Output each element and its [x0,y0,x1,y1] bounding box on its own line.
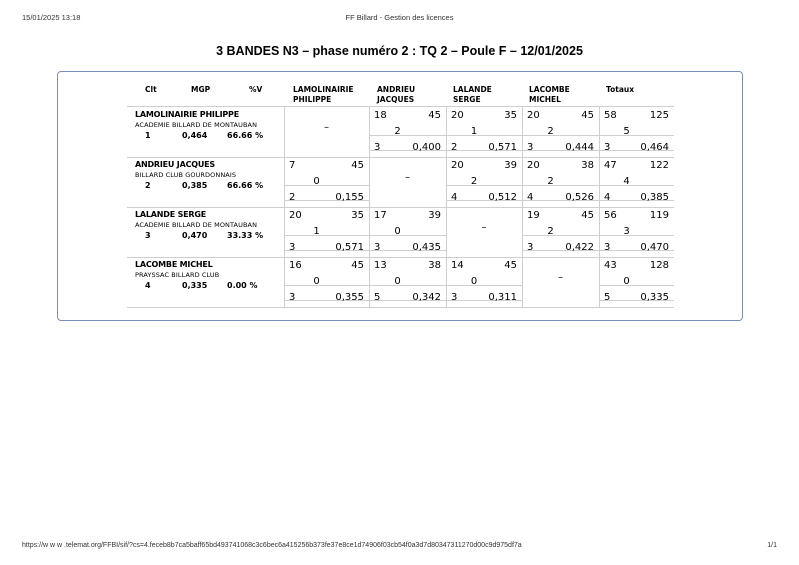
match-distance: 35 [504,110,517,121]
match-average: 0,422 [565,242,594,253]
match-points: 20 [527,110,540,121]
total-points: 47 [604,160,617,171]
player-win-pct: 66.66 % [227,131,264,140]
match-innings: 3 [451,292,458,303]
column-header-opponent-2 [377,85,415,105]
header-divider [127,106,674,107]
match-distance: 45 [351,260,364,271]
match-distance: 39 [504,160,517,171]
match-points: 20 [451,110,464,121]
match-score: 0 [313,276,320,287]
match-average: 0,342 [412,292,441,303]
self-match-dash: – [558,272,563,283]
match-score: 0 [470,276,478,287]
total-distance: 122 [649,160,669,171]
player-mgp: 0,385 [182,181,208,190]
match-score: 2 [547,226,554,237]
match-score: 2 [394,126,401,137]
self-match-dash: – [481,222,487,233]
match-average: 0,444 [565,142,594,153]
match-points: 7 [289,160,296,171]
match-score: 2 [470,176,478,187]
total-average: 0,385 [640,192,669,203]
match-distance: 38 [581,160,594,171]
match-points: 17 [374,210,387,221]
player-name: LAMOLINAIRIE PHILIPPE [135,110,239,119]
player-mgp: 0,335 [182,281,208,290]
match-innings: 3 [374,242,381,253]
player-mgp: 0,470 [182,231,208,240]
total-points: 58 [604,110,617,121]
match-score: 2 [547,176,554,187]
match-points: 19 [527,210,540,221]
row-divider [127,257,674,258]
opponent-3-line1: LALANDE [453,85,492,94]
opponent-4-line2: MICHEL [529,95,561,104]
total-points: 43 [604,260,617,271]
match-average: 0,435 [412,242,441,253]
match-innings: 3 [374,142,381,153]
player-club: ACADEMIE BILLARD DE MONTAUBAN [135,121,258,129]
match-innings: 3 [527,142,534,153]
print-site-title: FF Billard - Gestion des licences [345,13,454,22]
match-points: 18 [374,110,387,121]
match-score: 2 [547,126,554,137]
match-score: 0 [313,176,320,187]
opponent-2-line2: JACQUES [377,95,415,104]
player-win-pct: 0.00 % [227,281,258,290]
total-score: 3 [623,226,630,237]
match-innings: 5 [374,292,381,303]
self-match-dash: – [405,172,410,183]
player-name: LACOMBE MICHEL [135,260,213,269]
match-distance: 45 [581,210,594,221]
total-innings: 3 [604,242,611,253]
player-club: ACADEMIE BILLARD DE MONTAUBAN [135,221,258,229]
column-header-opponent-4 [529,85,570,105]
total-distance: 128 [649,260,669,271]
match-score: 0 [394,276,401,287]
total-innings: 3 [604,142,611,153]
total-score: 4 [623,176,630,187]
match-points: 20 [289,210,302,221]
column-header-clt: Clt [145,85,157,94]
match-distance: 39 [428,210,441,221]
column-header-totals: Totaux [606,85,635,94]
match-innings: 3 [289,292,296,303]
match-average: 0,155 [335,192,364,203]
match-innings: 2 [289,192,296,203]
player-rank: 3 [145,231,151,240]
player-rank: 4 [145,281,151,290]
match-score: 1 [313,226,320,237]
match-points: 20 [451,160,464,171]
player-rank: 1 [145,131,151,140]
print-url: https://w w w .telemat.org/FFBI/sif/?cs=4.feceb8b7ca5baff65bd493741068c3c6bec6a415256b373fe37e8ce1d74906f03cb54f0a3d7d80347311270d00c9d975df7a [22,542,522,549]
page-title: 3 BANDES N3 – phase numéro 2 : TQ 2 – Poule F – 12/01/2025 [216,44,583,58]
opponent-3-line2: SERGE [453,95,481,104]
match-distance: 35 [351,210,364,221]
match-average: 0,400 [412,142,441,153]
column-header-opponent-1 [293,85,354,105]
match-points: 20 [527,160,540,171]
opponent-4-line1: LACOMBE [529,85,570,94]
match-average: 0,355 [335,292,364,303]
match-innings: 4 [527,192,534,203]
match-distance: 45 [581,110,594,121]
match-distance: 45 [504,260,517,271]
player-name: LALANDE SERGE [135,210,206,219]
player-win-pct: 66.66 % [227,181,264,190]
row-divider [127,157,674,158]
opponent-1-line1: LAMOLINAIRIE [293,85,354,94]
row-divider [127,307,674,308]
player-name: ANDRIEU JACQUES [135,160,215,169]
match-points: 13 [374,260,387,271]
player-mgp: 0,464 [182,131,208,140]
total-innings: 4 [604,192,611,203]
total-average: 0,470 [640,242,669,253]
match-distance: 45 [351,160,364,171]
column-header-mgp: MGP [191,85,211,94]
total-innings: 5 [604,292,611,303]
match-innings: 3 [527,242,534,253]
match-score: 0 [394,226,401,237]
match-points: 16 [289,260,302,271]
self-match-dash: – [324,122,329,133]
total-average: 0,464 [640,142,669,153]
match-average: 0,526 [565,192,594,203]
player-win-pct: 33.33 % [227,231,264,240]
total-score: 5 [623,126,630,137]
column-header-opponent-3 [453,85,492,105]
column-header-pv: %V [249,85,263,94]
total-distance: 119 [649,210,669,221]
total-distance: 125 [649,110,669,121]
player-rank: 2 [145,181,151,190]
player-club: BILLARD CLUB GOURDONNAIS [135,171,237,179]
row-divider [127,207,674,208]
match-average: 0,571 [488,142,517,153]
match-distance: 38 [428,260,441,271]
total-points: 56 [604,210,617,221]
match-innings: 4 [451,192,458,203]
match-innings: 2 [451,142,458,153]
match-score: 1 [470,126,478,137]
opponent-1-line2: PHILIPPE [293,95,332,104]
opponent-2-line1: ANDRIEU [377,85,416,94]
print-datetime: 15/01/2025 13:18 [22,13,81,22]
player-club: PRAYSSAC BILLARD CLUB [135,271,220,279]
total-score: 0 [623,276,630,287]
match-average: 0,311 [488,292,517,303]
match-average: 0,571 [335,242,364,253]
match-innings: 3 [289,242,296,253]
match-distance: 45 [428,110,441,121]
match-points: 14 [451,260,464,271]
print-page-number: 1/1 [767,542,777,549]
match-average: 0,512 [488,192,517,203]
total-average: 0,335 [640,292,669,303]
